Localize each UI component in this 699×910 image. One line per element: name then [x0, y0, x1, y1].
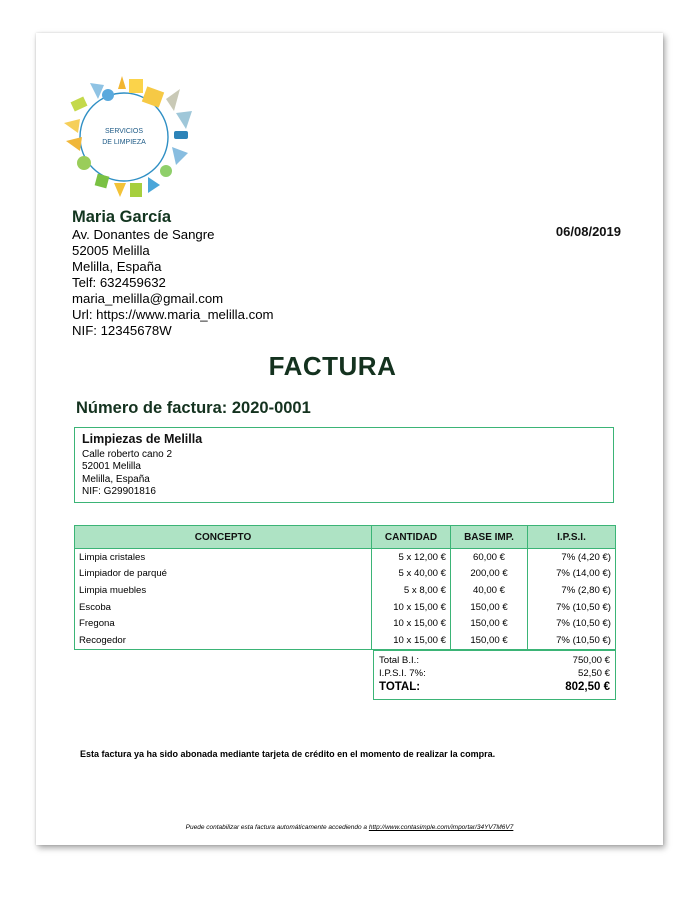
seller-postal: 52005 Melilla: [72, 243, 150, 258]
invoice-number: Número de factura: 2020-0001: [76, 399, 311, 417]
cell-base: 150,00 €: [451, 615, 528, 632]
cell-base: 150,00 €: [451, 632, 528, 649]
client-city: Melilla, España: [82, 473, 150, 485]
cell-ipsi: 7% (14,00 €): [528, 566, 616, 583]
client-box: [74, 427, 614, 503]
import-link[interactable]: http://www.contasimple.com/importar/34YV7M6V7: [368, 824, 514, 831]
total-tax-row: [379, 668, 610, 681]
table-row: [75, 582, 616, 599]
svg-text:DE LIMPIEZA: DE LIMPIEZA: [102, 139, 146, 146]
seller-address: Av. Donantes de Sangre: [72, 227, 215, 242]
column-header-ipsi: I.P.S.I.: [528, 526, 616, 549]
cell-concepto: Limpiador de parqué: [75, 566, 372, 583]
client-postal: 52001 Melilla: [82, 461, 141, 472]
column-header-concepto: CONCEPTO: [75, 526, 372, 549]
grand-total-value: 802,50 €: [565, 681, 610, 693]
grand-total-row: [379, 680, 610, 695]
cell-base: 200,00 €: [451, 566, 528, 583]
cleaning-services-logo: [56, 71, 196, 201]
seller-name: Maria García: [72, 208, 172, 226]
cell-concepto: Recogedor: [75, 632, 372, 649]
column-header-base: BASE IMP.: [451, 526, 528, 549]
table-row: [75, 599, 616, 616]
seller-city: Melilla, España: [72, 259, 162, 274]
cell-concepto: Limpia muebles: [75, 582, 372, 599]
items-table: [74, 525, 616, 650]
cell-cantidad: 5 x 8,00 €: [372, 582, 451, 599]
footer: [36, 824, 663, 831]
total-base-row: [379, 655, 610, 668]
invoice-date: 06/08/2019: [555, 224, 621, 239]
svg-text:SERVICIOS: SERVICIOS: [105, 128, 143, 135]
cell-cantidad: 10 x 15,00 €: [372, 632, 451, 649]
client-nif: NIF: G29901816: [82, 486, 156, 497]
total-base-value: 750,00 €: [572, 655, 610, 666]
cell-base: 60,00 €: [451, 549, 528, 566]
cell-ipsi: 7% (2,80 €): [528, 582, 616, 599]
cell-concepto: Limpia cristales: [75, 549, 372, 566]
total-tax-value: 52,50 €: [577, 667, 610, 679]
payment-note: Esta factura ya ha sido abonada mediante tarjeta de crédito en el momento de realizar la compra.: [80, 749, 496, 759]
invoice-page: [36, 33, 663, 845]
seller-info: [72, 209, 274, 339]
client-name: Limpiezas de Melilla: [82, 432, 203, 446]
column-header-cantidad: CANTIDAD: [372, 526, 451, 549]
seller-nif: NIF: 12345678W: [72, 323, 172, 338]
cell-cantidad: 10 x 15,00 €: [372, 599, 451, 616]
grand-total-label: TOTAL:: [379, 681, 421, 693]
footer-text: Puede contabilizar esta factura automáticamente accediendo a: [185, 824, 369, 831]
seller-url: Url: https://www.maria_melilla.com: [72, 307, 274, 322]
cell-concepto: Fregona: [75, 615, 372, 632]
table-row: [75, 632, 616, 649]
cell-base: 40,00 €: [451, 582, 528, 599]
seller-phone: Telf: 632459632: [72, 275, 166, 290]
table-row: [75, 615, 616, 632]
table-row: [75, 549, 616, 566]
cell-cantidad: 10 x 15,00 €: [372, 615, 451, 632]
client-address: Calle roberto cano 2: [82, 448, 173, 460]
page-title: FACTURA: [268, 351, 397, 381]
cell-ipsi: 7% (10,50 €): [528, 632, 616, 649]
cell-ipsi: 7% (10,50 €): [528, 599, 616, 616]
cell-concepto: Escoba: [75, 599, 372, 616]
cell-cantidad: 5 x 40,00 €: [372, 566, 451, 583]
table-header-row: [75, 526, 616, 549]
table-row: [75, 566, 616, 583]
cell-ipsi: 7% (10,50 €): [528, 615, 616, 632]
seller-email: maria_melilla@gmail.com: [72, 291, 224, 306]
total-tax-label: I.P.S.I. 7%:: [379, 667, 426, 679]
cell-cantidad: 5 x 12,00 €: [372, 549, 451, 566]
cell-ipsi: 7% (4,20 €): [528, 549, 616, 566]
cell-base: 150,00 €: [451, 599, 528, 616]
totals-box: [373, 650, 616, 700]
total-base-label: Total B.I.:: [379, 655, 419, 666]
